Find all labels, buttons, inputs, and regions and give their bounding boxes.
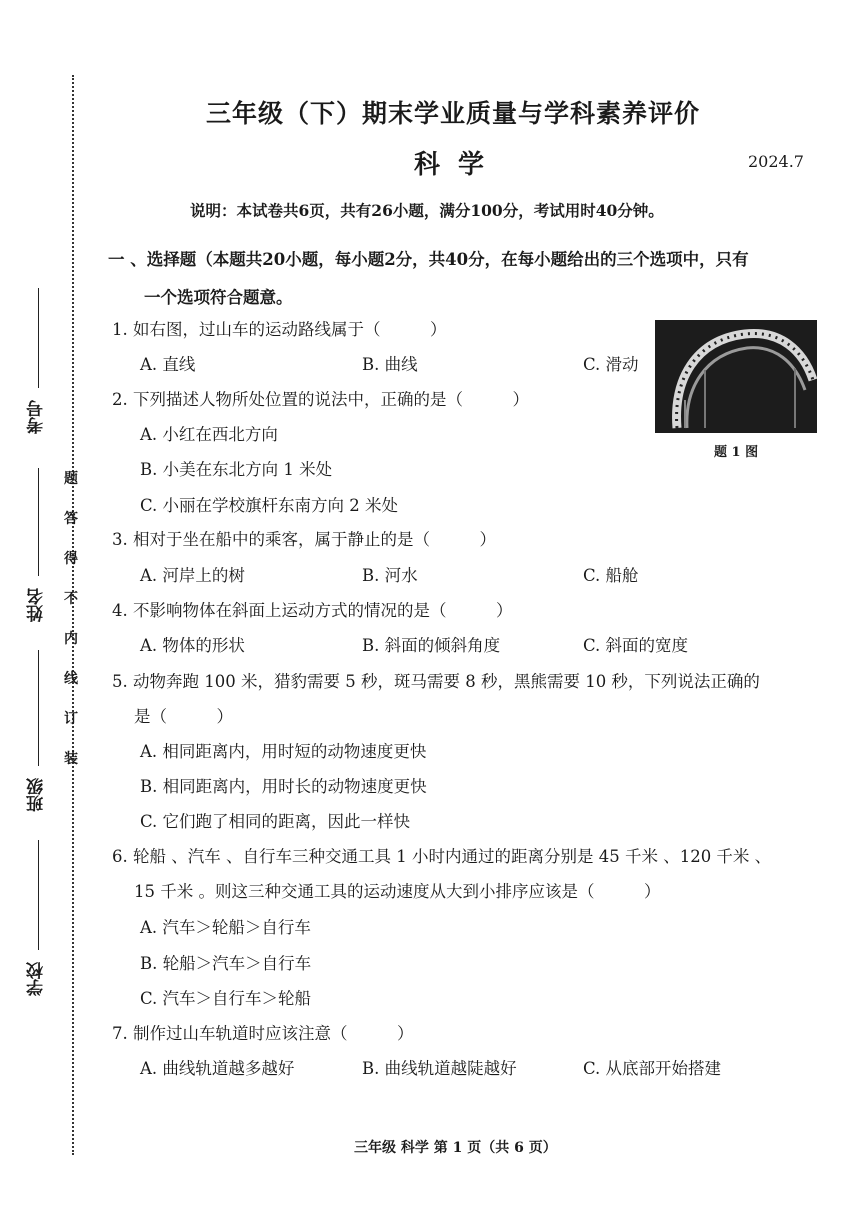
seal-char: 线	[64, 671, 78, 687]
exam-date: 2024.7	[748, 152, 804, 171]
question-6-stem: 6. 轮船 、汽车 、自行车三种交通工具 1 小时内通过的距离分别是 45 千米 、120 千米 、	[112, 847, 772, 866]
question-3-option-a: A. 河岸上的树	[140, 566, 245, 585]
seal-warning	[64, 468, 78, 768]
question-5-option-c: C. 它们跑了相同的距离，因此一样快	[140, 812, 411, 831]
seal-char: 装	[64, 751, 78, 767]
name-line	[38, 468, 39, 576]
question-6-stem-cont: 15 千米 。则这三种交通工具的运动速度从大到小排序应该是（ ）	[134, 882, 661, 901]
question-1-option-c: C. 滑动	[583, 355, 639, 374]
question-5-option-a: A. 相同距离内，用时短的动物速度更快	[140, 742, 427, 761]
seal-char: 答	[64, 511, 78, 527]
question-4-option-c: C. 斜面的宽度	[583, 636, 689, 655]
question-4-option-b: B. 斜面的倾斜角度	[362, 636, 501, 655]
question-4-stem: 4. 不影响物体在斜面上运动方式的情况的是（ ）	[112, 601, 513, 620]
school-label: 学校	[27, 962, 47, 996]
seal-char: 题	[64, 471, 78, 487]
seal-char: 内	[64, 631, 78, 647]
question-1-option-b: B. 曲线	[362, 355, 418, 374]
question-2-option-a: A. 小红在西北方向	[140, 425, 278, 444]
question-6-option-c: C. 汽车＞自行车＞轮船	[140, 989, 312, 1008]
seal-char: 订	[64, 711, 78, 727]
question-7-option-a: A. 曲线轨道越多越好	[140, 1059, 295, 1078]
question-5-stem: 5. 动物奔跑 100 米，猎豹需要 5 秒，斑马需要 8 秒，黑熊需要 10 秒，下列说法正确的	[112, 672, 760, 691]
class-label: 班级	[27, 778, 47, 812]
question-5-option-b: B. 相同距离内，用时长的动物速度更快	[140, 777, 427, 796]
question-7-option-b: B. 曲线轨道越陡越好	[362, 1059, 517, 1078]
seal-char: 不	[64, 591, 78, 607]
question-3-option-c: C. 船舱	[583, 566, 639, 585]
roller-coaster-photo	[655, 320, 817, 433]
roller-coaster-icon	[655, 320, 817, 433]
question-2-option-c: C. 小丽在学校旗杆东南方向 2 米处	[140, 496, 399, 515]
page-footer: 三年级 科学 第 1 页（共 6 页）	[354, 1140, 557, 1156]
exam-number-label: 考号	[27, 400, 47, 434]
exam-instructions: 说明：本试卷共6页，共有26小题，满分100分，考试用时40分钟。	[190, 201, 664, 220]
question-4-option-a: A. 物体的形状	[140, 636, 245, 655]
exam-number-line	[38, 288, 39, 388]
seal-char: 得	[64, 551, 78, 567]
question-1-stem: 1. 如右图，过山车的运动路线属于（ ）	[112, 320, 447, 339]
question-3-stem: 3. 相对于坐在船中的乘客，属于静止的是（ ）	[112, 530, 496, 549]
question-6-option-a: A. 汽车＞轮船＞自行车	[140, 918, 311, 937]
exam-title: 三年级（下）期末学业质量与学科素养评价	[206, 99, 701, 128]
question-2-stem: 2. 下列描述人物所处位置的说法中，正确的是（ ）	[112, 390, 529, 409]
question-2-option-b: B. 小美在东北方向 1 米处	[140, 460, 333, 479]
section-heading: 一 、选择题（本题共20小题，每小题2分，共40分，在每小题给出的三个选项中，只有	[108, 250, 749, 269]
question-1-option-a: A. 直线	[140, 355, 196, 374]
subject-title: 科学	[414, 150, 503, 180]
question-6-option-b: B. 轮船＞汽车＞自行车	[140, 954, 312, 973]
question-5-stem-cont: 是（ ）	[134, 707, 233, 726]
figure-caption: 题 1 图	[714, 445, 759, 460]
class-line	[38, 650, 39, 766]
section-heading-cont: 一个选项符合题意。	[144, 288, 293, 307]
question-7-option-c: C. 从底部开始搭建	[583, 1059, 722, 1078]
question-3-option-b: B. 河水	[362, 566, 418, 585]
name-label: 姓名	[27, 588, 47, 622]
school-line	[38, 840, 39, 950]
question-7-stem: 7. 制作过山车轨道时应该注意（ ）	[112, 1024, 414, 1043]
